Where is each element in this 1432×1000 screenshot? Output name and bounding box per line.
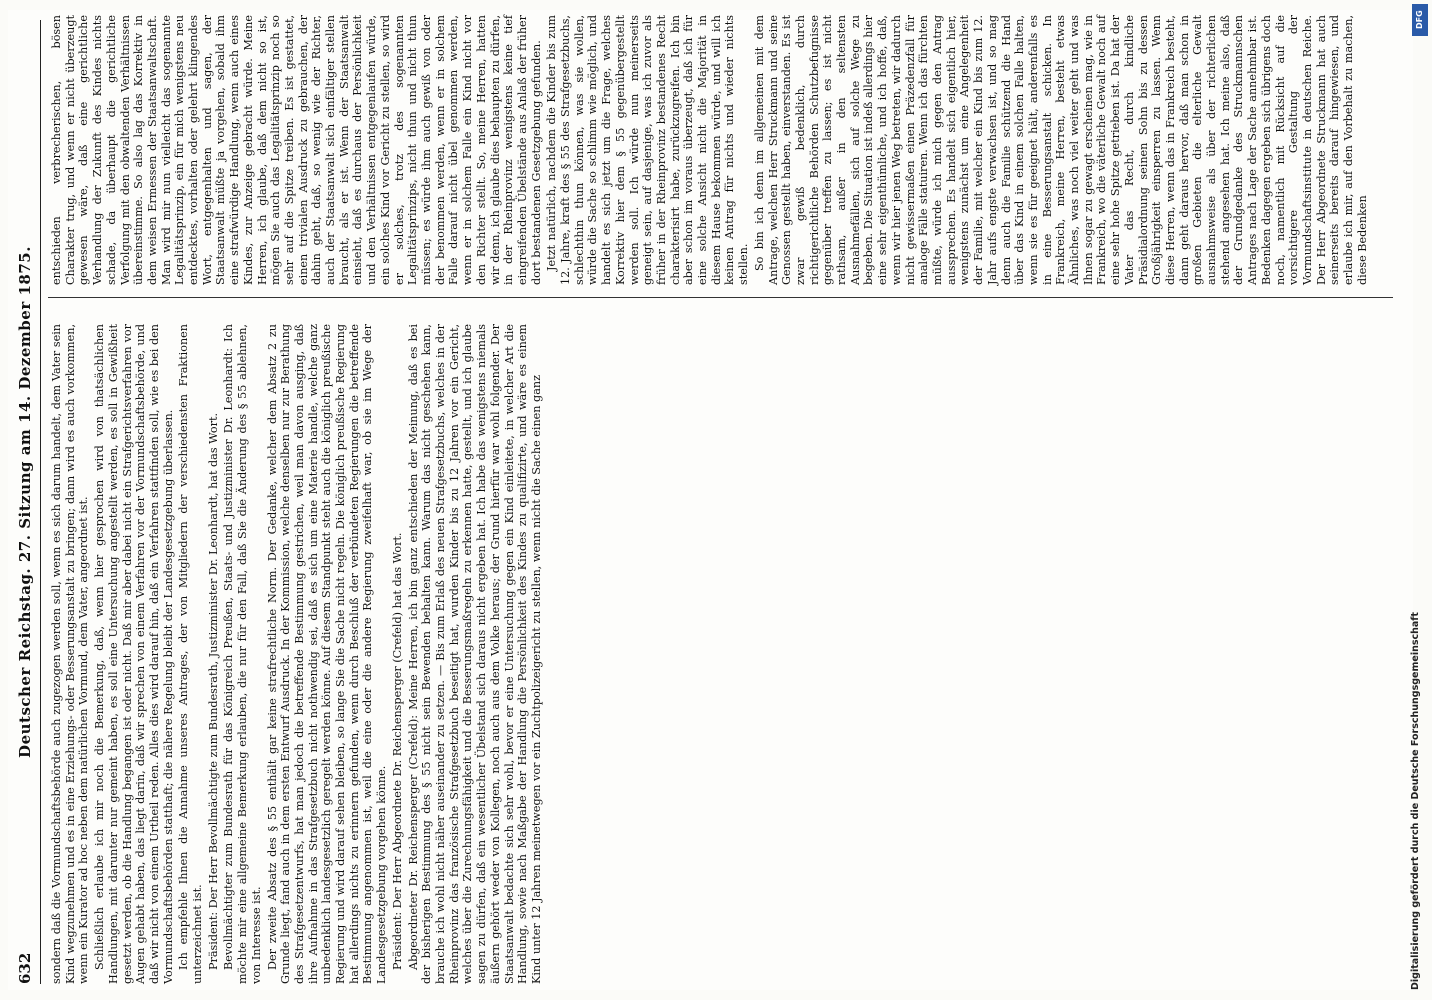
paragraph: Schließlich erlaube ich mir noch die Bemerkung, daß, wenn hier gesprochen wird von thatsächlichen Handlungen, mit darunter nur gemeint haben, es soll eine Untersuchung angestellt werden, es soll in Gewißheit gesetzt werden, ob die Handlung begangen ist oder nicht. Daß mir aber dabei nicht ein Strafgerichtsverfahren vor Augen gehabt haben, das liegt darin, daß wir sprechen von einem Verfahren vor der Vormundschaftsbehörde, und daß wir nicht von einem Urtheil reden. Alles dies wird darauf hin, daß ein Verfahren stattfinden soll, wie es bei den Vormundschaftsbehörden statthaft; die nähere Regelung bleibt der Landesgesetzgebung überlassen.: [93, 324, 175, 984]
paragraph: Ich empfehle Ihnen die Annahme unseres Antrages, der von Mitgliedern der verschiedensten Fraktionen unterzeichnet ist.: [177, 324, 205, 984]
speaker-paragraph: Abgeordneter Dr. Reichensperger (Crefeld): Meine Herren, ich bin ganz entschieden der Meinung, daß es bei der bisherigen Bestimmung des § 55 nicht sein Bewenden behalten kann. Warum das nicht geschehen kann, brauche ich wohl nicht näher auseinander zu setzen. — Bis zum Erlaß des neuen Strafgesetzbuchs, welches in der Rheinprovinz das französische Strafgesetzbuch beseitigt hat, wurden Kinder bis zu 12 Jahren vor ein Gericht, welches über die Zurechnungsfähigkeit und die Besserungsmaßregeln zu erkennen hatte, gestellt, und ich glaube sagen zu dürfen, daß ein wesentlicher Übelstand sich daraus nicht ergeben hat. Ich habe das wenigstens niemals äußern gehört weder von Kollegen, noch auch aus dem Volke heraus; der Grund hierfür war wohl folgender. Der Staatsanwalt bedachte sich sehr wohl, bevor er eine Untersuchung gegen ein Kind einleitete, in welcher Art die Handlung, sowie nach Maßgabe der Handlung die Persönlichkeit des Kindes zu qualifizirte, und wäre es einem Kind unter 12 Jahren meinetwegen vor ein Zuchtpolizeigericht zu stellen, wenn nicht die Sache einen ganz: [406, 324, 543, 984]
paragraph: Der zweite Absatz des § 55 enthält gar keine strafrechtliche Norm. Der Gedanke, welcher dem Absatz 2 zu Grunde liegt, fand auch in dem ersten Entwurf Ausdruck. In der Kommission, welche denselben nur zur Berathung des Strafgesetzentwurfs, hat man jedoch die betreffende Bestimmung gestrichen, weil man davon ausging, daß ihre Aufnahme in das Strafgesetzbuch nicht nothwendig sei, daß es sich um eine Materie handle, welche ganz unbedenklich landesgesetzlich geregelt werden könne. Auf diesem Standpunkt steht auch die königlich preußische Regierung und wird darauf sehen bleiben, so lange Sie die Sache nicht regeln. Die königlich preußische Regierung hat allerdings nichts zu erinnern gefunden, wenn durch Beschluß der verbündeten Regierungen die betreffende Bestimmung angenommen ist, weil die eine oder die andere Regierung zweifelhaft war, ob sie im Wege der Landesgesetzgebung vorgehen könne.: [265, 324, 389, 984]
speaker-paragraph: Präsident: Der Herr Bevollmächtigte zum Bundesrath, Justizminister Dr. Leonhardt, hat das Wort.: [206, 412, 220, 970]
running-head: [14, 20, 41, 984]
paragraph: Jetzt natürlich, nachdem die Kinder bis zum 12. Jahre, kraft des § 55 des Strafgesetzbuchs, schlechthin thun können, was sie wollen, würde die Sache so schlimm wie möglich, und handelt es sich jetzt um die Frage, welches Korrektiv hier dem § 55 gegenübergestellt werden soll. Ich würde nun meinerseits geneigt sein, auf dasjenige, was ich zuvor als früher in der Rheinprovinz bestandenes Recht charakterisirt habe, zurückzugreifen. Ich bin aber schon im voraus überzeugt, daß ich für eine solche Ansicht nicht die Majorität in diesem Hause bekommen würde, und will ich keinen Antrag für nichts und wieder nichts stellen.: [545, 15, 751, 285]
speaker-paragraph: Präsident: Der Herr Abgeordnete Dr. Reichensperger (Crefeld) hat das Wort.: [390, 532, 404, 970]
running-title: Deutscher Reichstag. 27. Sitzung am 14. Dezember 1875.: [16, 246, 34, 758]
paragraph: sondern daß die Vormundschaftsbehörde auch zugezogen werden soll, wenn es sich darum handelt, dem Vater sein Kind wegzunehmen und es in eine Erziehungs- oder Besserungsanstalt zu bringen; dann wird es auch vorkommen, wenn ein Kurator ad hoc neben dem natürlichen Vormund, dem Vater, angeordnet ist.: [50, 324, 91, 984]
digitization-credit: Digitalisierung gefördert durch die Deutsche Forschungsgemeinschaft: [1410, 612, 1421, 990]
right-column: [50, 15, 1390, 285]
paragraph: entschieden verbrecherischen, bösen Charakter trug, und wenn er nicht überzeugt gewesen wäre, daß eine gerichtliche Verhandlung der Zukunft des Kindes nichts schade, da überhaupt die gerichtliche Verfolgung mit den obwaltenden Verhältnissen übereinstimme. So also lag das Korrektiv in dem weisen Ermessen der Staatsanwaltschaft. Man wird mir nun vielleicht das sogenannte Legalitätsprinzip, ein für mich wenigstens neu entdecktes, vorhalten oder gelehrt klingendes Wort, entgegenhalten und sagen, der Staatsanwalt müßte ja vorgehen, sobald ihm eine strafwürdige Handlung, wenn auch eines Kindes, zur Anzeige gebracht würde. Meine Herren, ich glaube, daß dem nicht so ist, mögen Sie auch das Legalitätsprinzip noch so sehr auf die Spitze treiben. Es ist gestattet, einen trivialen Ausdruck zu gebrauchen, der dahin geht, daß, so wenig wie der Richter, auch der Staatsanwalt sich einfältiger stellen braucht, als er ist. Wenn der Staatsanwalt einsieht, daß es durchaus der Persönlichkeit und den Verhältnissen entgegenlaufen würde, ein solches Kind vor Gericht zu stellen, so wird er solches, trotz des sogenannten Legalitätsprinzips, nicht thun und nicht thun müssen; es würde ihm auch gewiß von oder der benommen werden, wenn er in solchem Falle darauf nicht übel genommen werden, wenn er in solchem Falle ein Kind nicht vor den Richter stellt. So, meine Herren, hatten wir denn, ich glaube dies behaupten zu dürfen, in der Rheinprovinz wenigstens keine tief eingreifenden Übelstände aus Anlaß der früher dort bestandenen Gesetzgebung gefunden.: [50, 15, 543, 285]
speaker-paragraph: Bevollmächtigter zum Bundesrath für das Königreich Preußen, Staats- und Justizminister Dr. Leonhardt: Ich möchte mir eine allgemeine Bemerkung erlauben, die nur für den Fall, daß Sie die Änderung des § 55 ablehnen, von Interesse ist.: [222, 324, 263, 984]
page-number: 632: [16, 952, 34, 984]
left-column: [50, 324, 1390, 984]
column-divider: [48, 297, 1393, 298]
paragraph: So bin ich denn im allgemeinen mit dem Antrage, welchen Herr Struckmann und seine Genossen gestellt haben, einverstanden. Es ist zwar gewiß bedenklich, durch richtigerichtliche Behörden Schutzbefugnisse gegenüber treffen zu lassen; es ist nicht rathsam, außer in den seltensten Ausnahmefällen, sich auf solche Wege zu begeben. Die Situation ist indeß allerdings hier eine sehr eigenthümliche, und ich hoffe, daß, wenn wir hier jenen Weg betreten, wir dadurch nicht gewissermaßen einen Präzedenzfall für analoge Fälle statuiren. Wenn ich das fürchten müßte, würde ich mich gegen den Antrag aussprechen. Es handelt sich eigentlich hier, wenigstens zunächst um eine Angelegenheit der Familie, mit welcher ein Kind bis zum 12. Jahr aufs engste verwachsen ist, und so mag denn auch die Familie schützend die Hand über das Kind in einem solchen Falle halten, wenn sie es für geeignet hält, anderenfalls es in eine Besserungsanstalt schicken. In Frankreich, meine Herren, besteht etwas Ähnliches, was noch viel weiter geht und was Ihnen sogar zu gewagt erscheinen mag, wie in Frankreich, wo die väterliche Gewalt noch auf eine sehr hohe Spitze getrieben ist. Da hat der Vater das Recht, durch kindliche Präsidialordnung seinen Sohn bis zu dessen Großjährigkeit einsperren zu lassen. Wenn diese Herren, wenn das in Frankreich besteht, dann geht daraus hervor, daß man schon in großen Gebieten die elterliche Gewalt ausnahmsweise als über der richterlichen stehend angesehen hat. Ich meine also, daß der Grundgedanke des Struckmannschen Antrages nach Lage der Sache annehmbar ist. Bedenken dagegen ergeben sich übrigens doch noch, namentlich mit Rücksicht auf die vorsichtigere Gestaltung der Vormundschaftsinstitute in deutschen Reiche. Der Herr Abgeordnete Struckmann hat auch seinerseits bereits darauf hingewiesen, und erlaube ich mir, auf den Vorbehalt zu machen, diese Bedenken: [752, 15, 1369, 285]
rotated-page: [8, 10, 1413, 990]
dfg-logo: DFG: [1412, 4, 1428, 36]
